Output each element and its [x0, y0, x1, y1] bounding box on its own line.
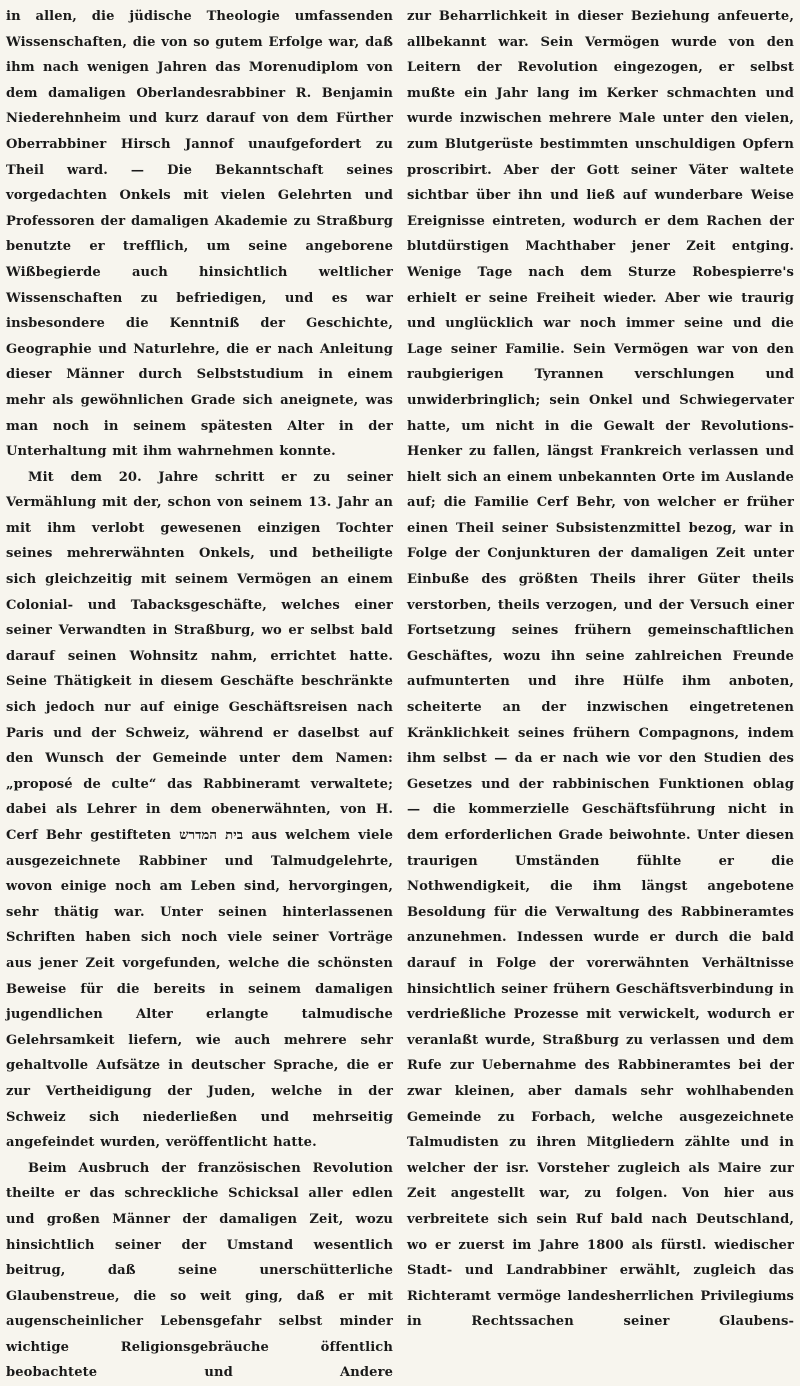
left-column	[6, 4, 394, 1381]
paragraph-2: Mit dem 20. Jahre schritt er zu seiner Vermählung mit der, schon von seinem 13. Jahr an mit ihm verlobt gewesenen einzigen Tochter seines mehrerwähnten Onkels, und betheiligte sich gleichzeitig mit seinem Vermögen an einem Colonial- und Tabacksgeschäfte, welches einer seiner Verwandten in Straßburg, wo er selbst bald darauf seinen Wohnsitz nahm, errichtet hatte. Seine Thätigkeit in diesem Geschäfte beschränkte sich jedoch nur auf einige Geschäftsreisen nach Paris und der Schweiz, während er daselbst auf den Wunsch der Gemeinde unter dem Namen: „proposé de culte“ das Rabbineramt verwaltete; dabei als Lehrer in dem obenerwähnten, von H. Cerf Behr gestifteten בית המדרש aus welchem viele ausgezeichnete Rabbiner und Talmudgelehrte, wovon einige noch am Leben sind, hervorgingen, sehr thätig war. Unter seinen hinterlassenen Schriften haben sich noch viele seiner Vorträge aus jener Zeit vorgefunden, welche die schönsten Beweise für die bereits in seinem damaligen jugendlichen Alter erlangte talmudische Gelehrsamkeit liefern, wie auch mehrere sehr gehaltvolle Aufsätze in deutscher Sprache, die er zur Vertheidigung der Juden, welche in der Schweiz sich niederließen und mehrseitig angefeindet wurden, veröffentlicht hatte.	[6, 469, 394, 1151]
paragraph-1: in allen, die jüdische Theologie umfassenden Wissenschaften, die von so gutem Erfolge war, daß ihm nach wenigen Jahren das Morenudiplom von dem damaligen Oberlandesrabbiner R. Benjamin Niederehnheim und kurz darauf von dem Fürther Oberrabbiner Hirsch Jannof unaufgefordert zu Theil ward. — Die Bekanntschaft seines vorgedachten Onkels mit vielen Gelehrten und Professoren der damaligen Akademie zu Straßburg benutzte er trefflich, um seine angeborene Wißbegierde auch hinsichtlich weltlicher Wissenschaften zu befriedigen, und es war insbesondere die Kenntniß der Geschichte, Geographie und Naturlehre, die er nach Anleitung dieser Männer durch Selbststudium in einem mehr als gewöhnlichen Grade sich aneignete, was man noch in seinem spätesten Alter in der Unterhaltung mit ihm wahrnehmen konnte.	[6, 9, 393, 460]
right-column	[407, 4, 794, 1330]
paragraph-3: Beim Ausbruch der französischen Revolution theilte er das schreckliche Schicksal aller edlen und großen Männer der damaligen Zeit, wozu hinsichtlich seiner der Umstand wesentlich beitrug, daß seine unerschütterliche Glaubenstreue, die so weit ging, daß er mit augenscheinlicher Lebensgefahr selbst minder wichtige Religionsgebräuche öffentlich beobachtete und Andere	[6, 1160, 393, 1381]
paragraph-4: zur Beharrlichkeit in dieser Beziehung anfeuerte, allbekannt war. Sein Vermögen wurde von den Leitern der Revolution eingezogen, er selbst mußte ein Jahr lang im Kerker schmachten und wurde inzwischen mehrere Male unter den vielen, zum Blutgerüste bestimmten unschuldigen Opfern proscribirt. Aber der Gott seiner Väter waltete sichtbar über ihn und ließ auf wunderbare Weise Ereignisse eintreten, wodurch er dem Rachen der blutdürstigen Machthaber jener Zeit entging. Wenige Tage nach dem Sturze Robespierre's erhielt er seine Freiheit wieder. Aber wie traurig und unglücklich war noch immer seine und die Lage seiner Familie. Sein Vermögen war von den raubgierigen Tyrannen verschlungen und unwiderbringlich; sein Onkel und Schwiegervater hatte, um nicht in die Gewalt der Revolutions-Henker zu fallen, längst Frankreich verlassen und hielt sich an einem unbekannten Orte im Auslande auf; die Familie Cerf Behr, von welcher er früher einen Theil seiner Subsistenzmittel bezog, war in Folge der Conjunkturen der damaligen Zeit unter Einbuße des größten Theils ihrer Güter theils verstorben, theils verzogen, und der Versuch einer Fortsetzung seines frühern gemeinschaftlichen Geschäftes, wozu ihn seine zahlreichen Freunde aufmunterten und ihre Hülfe ihm anboten, scheiterte an der inzwischen eingetretenen Kränklichkeit seines frühern Compagnons, indem ihm selbst — da er nach wie vor den Studien des Gesetzes und der rabbinischen Funktionen oblag — die kommerzielle Geschäftsführung nicht in dem erforderlichen Grade beiwohnte. Unter diesen traurigen Umständen fühlte er die Nothwendigkeit, die ihm längst angebotene Besoldung für die Verwaltung des Rabbineramtes anzunehmen. Indessen wurde er durch die bald darauf in Folge der vorerwähnten Verhältnisse hinsichtlich seiner frühern Geschäftsverbindung in verdrießliche Prozesse mit verwickelt, wodurch er veranlaßt wurde, Straßburg zu verlassen und dem Rufe zur Uebernahme des Rabbineramtes bei der zwar kleinen, aber damals sehr wohlhabenden Gemeinde zu Forbach, welche ausgezeichnete Talmudisten zu ihren Mitgliedern zählte und in welcher der isr. Vorsteher zugleich als Maire zur Zeit angestellt war, zu folgen. Von hier aus verbreitete sich sein Ruf bald nach Deutschland, wo er zuerst im Jahre 1800 als fürstl. wiedischer Stadt- und Landrabbiner erwählt, zugleich das Richteramt vermöge landesherrlichen Privilegiums in Rechtssachen seiner Glaubens-	[407, 9, 794, 1330]
